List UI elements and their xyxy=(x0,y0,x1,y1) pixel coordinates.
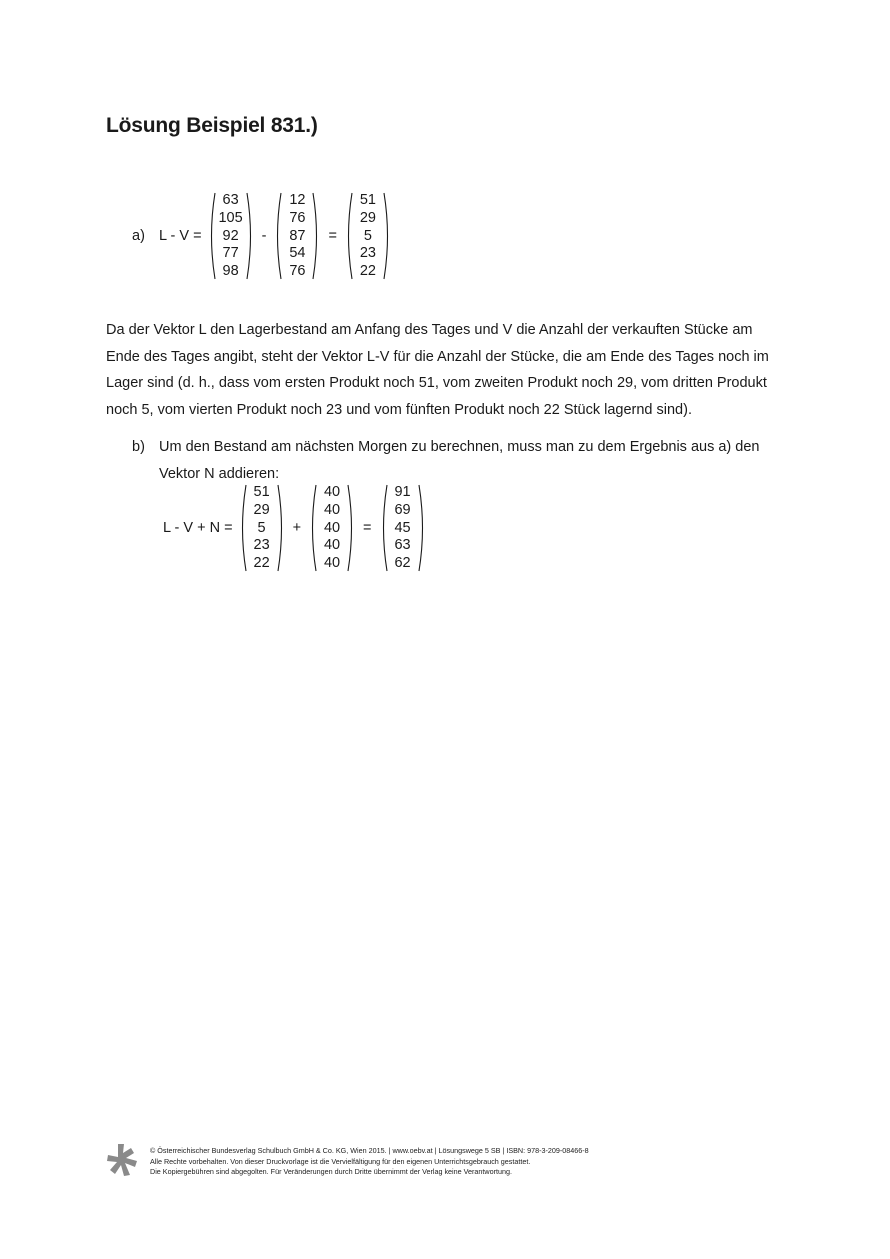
vector-entry: 22 xyxy=(253,555,270,571)
plus-operator: + xyxy=(292,520,302,536)
vector-entry: 12 xyxy=(289,192,306,208)
left-parenthesis xyxy=(345,192,353,280)
right-parenthesis xyxy=(277,484,285,572)
vector-entry: 87 xyxy=(289,227,306,244)
page-title: Lösung Beispiel 831.) xyxy=(106,114,318,137)
part-b-item xyxy=(132,434,792,487)
vector-entry: 40 xyxy=(323,555,341,571)
minus-operator: - xyxy=(261,228,267,244)
equation-b xyxy=(163,484,426,572)
left-parenthesis xyxy=(208,192,216,280)
vector-entry: 40 xyxy=(323,537,341,554)
equals-operator: = xyxy=(328,228,337,244)
vector-a-2 xyxy=(274,192,320,280)
left-parenthesis xyxy=(239,484,247,572)
vector-entry: 40 xyxy=(323,501,341,518)
vector-entry: 51 xyxy=(359,192,376,208)
right-parenthesis xyxy=(312,192,320,280)
right-parenthesis xyxy=(246,192,254,280)
part-b-label: b) xyxy=(132,439,145,455)
equals-operator: = xyxy=(363,520,372,536)
footer-line-2: Alle Rechte vorbehalten. Von dieser Druckvorlage ist die Vervielfältigung für den eigenen Unterrichtsgebrauch gestattet. xyxy=(150,1156,531,1166)
part-b-text: Um den Bestand am nächsten Morgen zu berechnen, muss man zu dem Ergebnis aus a) den Vektor N addieren: xyxy=(159,439,760,482)
footer xyxy=(106,1143,589,1178)
vector-entry: 91 xyxy=(394,484,411,500)
publisher-logo-icon xyxy=(106,1143,138,1177)
vector-entry: 23 xyxy=(253,537,270,554)
vector-entry: 105 xyxy=(218,209,243,226)
vector-a-result xyxy=(345,192,391,280)
vector-entry: 63 xyxy=(222,192,239,208)
left-parenthesis xyxy=(309,484,317,572)
equation-b-lhs: L - V + N = xyxy=(163,520,233,536)
vector-entry: 51 xyxy=(253,484,270,500)
equation-a xyxy=(132,192,391,280)
footer-line-1: © Österreichischer Bundesverlag Schulbuch GmbH & Co. KG, Wien 2015. | www.oebv.at | Lösungswege 5 SB | ISBN: 978-3-209-08466-8 xyxy=(150,1146,589,1155)
vector-entry: 77 xyxy=(222,245,239,262)
right-parenthesis xyxy=(347,484,355,572)
vector-entry: 40 xyxy=(323,484,341,500)
vector-entry: 45 xyxy=(394,519,411,536)
vector-entry: 69 xyxy=(394,501,411,518)
vector-entry: 5 xyxy=(257,519,266,536)
left-parenthesis xyxy=(274,192,282,280)
vector-entry: 62 xyxy=(394,555,411,571)
vector-a-1 xyxy=(208,192,254,280)
explanation-paragraph: Da der Vektor L den Lagerbestand am Anfang des Tages und V die Anzahl der verkauften Stücke am Ende des Tages angibt, steht der Vektor L-V für die Anzahl der Stücke, die am Ende des Tages noch im Lager sind (d. h., dass vom ersten Produkt noch 51, vom zweiten Produkt noch 29, vom dritten Produkt noch 5, vom vierten Produkt noch 23 und vom fünften Produkt noch 22 Stück lagernd sind). xyxy=(106,322,769,418)
vector-entry: 76 xyxy=(289,209,306,226)
right-parenthesis xyxy=(383,192,391,280)
vector-entry: 76 xyxy=(289,263,306,279)
vector-b-1 xyxy=(239,484,285,572)
vector-entry: 22 xyxy=(359,263,376,279)
equation-a-lhs: L - V = xyxy=(159,228,202,244)
vector-entry: 29 xyxy=(359,209,376,226)
vector-b-result xyxy=(380,484,426,572)
vector-entry: 92 xyxy=(222,227,239,244)
left-parenthesis xyxy=(380,484,388,572)
vector-entry: 54 xyxy=(289,245,306,262)
vector-entry: 29 xyxy=(253,501,270,518)
right-parenthesis xyxy=(418,484,426,572)
vector-b-2 xyxy=(309,484,355,572)
vector-entry: 40 xyxy=(323,519,341,536)
vector-entry: 23 xyxy=(359,245,376,262)
vector-entry: 5 xyxy=(363,227,372,244)
part-a-label: a) xyxy=(132,228,145,244)
footer-line-3: Die Kopiergebühren sind abgegolten. Für Veränderungen durch Dritte übernimmt der Verlag keine Verantwortung. xyxy=(150,1167,512,1177)
vector-entry: 63 xyxy=(394,537,411,554)
vector-entry: 98 xyxy=(222,263,239,279)
